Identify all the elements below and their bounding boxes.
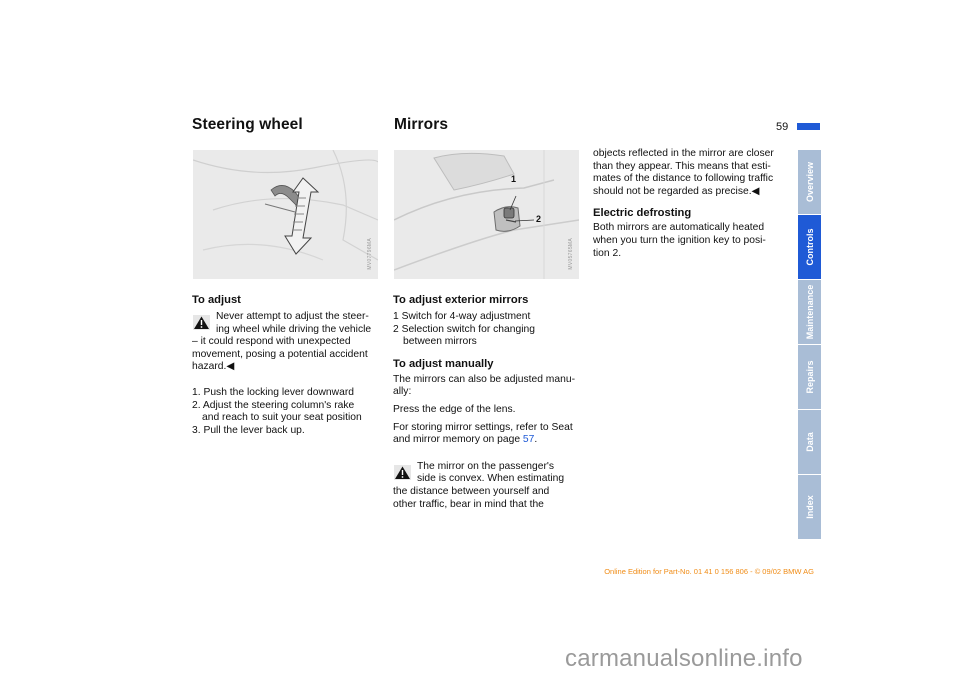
mirror-continued-column [593, 148, 793, 260]
page-number: 59 [776, 121, 789, 133]
press-lens-text: Press the edge of the lens. [393, 403, 516, 415]
tab-label: Overview [804, 161, 815, 203]
tab-index[interactable] [798, 475, 821, 540]
warning-line: Never attempt to adjust the steer- [216, 311, 369, 322]
steering-adjust-column [192, 294, 382, 437]
storing-end: . [534, 434, 538, 446]
step-item: and reach to suit your seat position [202, 412, 362, 424]
continued-line: objects reflected in the mirror are closer [593, 148, 774, 159]
site-watermark: carmanualsonline.info [565, 645, 803, 672]
page-number-bar [797, 123, 820, 130]
defrost-line: when you turn the ignition key to posi- [593, 234, 766, 246]
warning-line: The mirror on the passenger's [417, 460, 555, 472]
step-item: 1. Push the locking lever downward [192, 386, 354, 398]
warning-line: other traffic, bear in mind that the [393, 498, 544, 510]
mirror-switch-illustration [394, 150, 579, 279]
section-title-steering-wheel: Steering wheel [192, 116, 303, 133]
tab-maintenance[interactable] [798, 280, 821, 345]
tab-label: Data [804, 432, 815, 452]
steering-steps [192, 387, 382, 437]
tab-label: Maintenance [804, 284, 815, 340]
storing-paragraph [393, 422, 588, 447]
callout-label-2: 2 [536, 214, 542, 224]
defrost-paragraph [593, 222, 793, 260]
storing-line: For storing mirror settings, refer to Seat [393, 421, 573, 433]
continued-line: mates of the distance to following traffic [593, 173, 774, 185]
continued-line: should not be regarded as precise.◀ [593, 185, 760, 197]
warning-line: side is convex. When estimating [417, 473, 565, 485]
tab-label: Repairs [804, 360, 815, 394]
tab-overview[interactable] [798, 150, 821, 215]
mirror-adjust-column [393, 294, 588, 511]
warning-line: hazard.◀ [192, 361, 235, 373]
warning-line: the distance between yourself and [393, 485, 550, 497]
online-edition-footer: Online Edition for Part-No. 01 41 0 156 806 - © 09/02 BMW AG [604, 567, 814, 576]
storing-line [393, 434, 588, 447]
tab-controls[interactable] [798, 215, 821, 280]
steering-warning [192, 311, 382, 374]
tab-label: Index [804, 495, 815, 519]
section-tabs [798, 150, 821, 540]
switch-list [393, 311, 588, 349]
tab-data[interactable] [798, 410, 821, 475]
steering-column-illustration [193, 150, 378, 279]
heading-electric-defrosting: Electric defrosting [593, 207, 692, 220]
callout-label-1: 1 [511, 174, 517, 184]
convex-mirror-warning [393, 461, 588, 511]
list-item: 1 Switch for 4-way adjustment [393, 311, 531, 322]
page-57-link[interactable]: 57 [522, 434, 535, 446]
defrost-line: tion 2. [593, 247, 622, 259]
storing-text: and mirror memory on page [393, 434, 523, 446]
step-item: 3. Pull the lever back up. [192, 424, 305, 436]
manual-line: The mirrors can also be adjusted manu- [393, 373, 575, 385]
heading-adjust-manually: To adjust manually [393, 357, 494, 370]
tab-label: Controls [804, 228, 815, 266]
continued-line: than they appear. This means that esti- [593, 160, 771, 172]
mirror-figure-code: MV05765MA [568, 238, 574, 270]
manual-paragraph [393, 374, 588, 399]
heading-to-adjust: To adjust [192, 294, 241, 306]
warning-line: ing wheel while driving the vehicle [216, 323, 372, 335]
warning-line: movement, posing a potential accident [192, 348, 368, 360]
steering-figure-code: MV07796MA [367, 238, 373, 270]
section-title-mirrors: Mirrors [394, 116, 449, 133]
door-panel-drawing [394, 150, 579, 279]
steering-lever-drawing [193, 150, 378, 279]
manual-line: ally: [393, 386, 412, 398]
heading-adjust-exterior-mirrors: To adjust exterior mirrors [393, 294, 529, 306]
tab-repairs[interactable] [798, 345, 821, 410]
step-item: 2. Adjust the steering column's rake [192, 399, 355, 411]
warning-triangle-icon [394, 465, 411, 480]
list-item: 2 Selection switch for changing [393, 323, 535, 335]
warning-triangle-icon [193, 315, 210, 330]
defrost-line: Both mirrors are automatically heated [593, 222, 765, 234]
warning-line: – it could respond with unexpected [192, 336, 351, 348]
list-item: between mirrors [403, 336, 477, 348]
